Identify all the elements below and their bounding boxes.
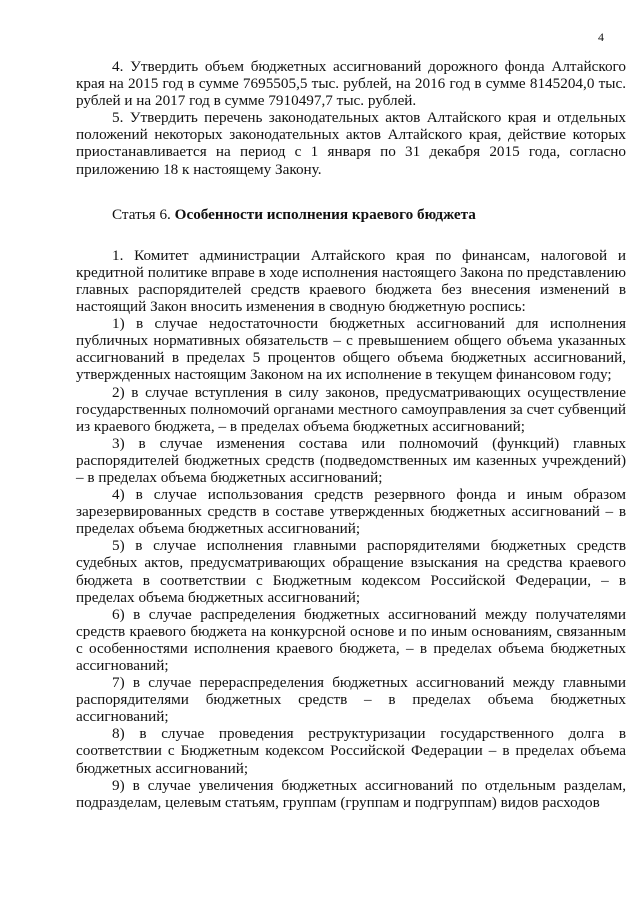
paragraph-4: 4. Утвердить объем бюджетных ассигнований дорожного фонда Алтайского края на 2015 год в сумме 7695505,5 тыс. рублей, на 2016 год в сумме 8145204,0 тыс. рублей и на 2017 год в сумме 7910497,7 тыс. рублей.: [76, 58, 626, 110]
subclause-4: 4) в случае использования средств резервного фонда и иным образом зарезервированных средств в составе утвержденных бюджетных ассигнований – в пределах объема бюджетных ассигнований;: [76, 486, 626, 538]
subclause-6: 6) в случае распределения бюджетных ассигнований между получателями средств краевого бюджета на конкурсной основе и по иным основаниям, связанным с особенностями исполнения краевого бюджета, – в пределах объема бюджетных ассигнований;: [76, 605, 626, 674]
article-prefix: Статья 6.: [112, 205, 171, 223]
subclause-1: 1) в случае недостаточности бюджетных ассигнований для исполнения публичных нормативных обязательств – с превышением общего объема указанных ассигнований в пределах 5 процентов общего объема бюджетных ассигнований, утвержденных настоящим Законом на их исполнение в текущем финансовом году;: [76, 315, 626, 384]
article-heading: [76, 206, 626, 223]
subclause-7: 7) в случае перераспределения бюджетных ассигнований между главными распорядителями бюджетных средств – в пределах объема бюджетных ассигнований;: [76, 674, 626, 726]
article-title: Особенности исполнения краевого бюджета: [174, 205, 476, 223]
subclause-5: 5) в случае исполнения главными распорядителями бюджетных средств судебных актов, предусматривающих обращение взыскания на средства краевого бюджета в соответствии с Бюджетным кодексом Российской Федерации, – в пределах объема бюджетных ассигнований;: [76, 537, 626, 606]
subclause-2: 2) в случае вступления в силу законов, предусматривающих осуществление государственных полномочий органами местного самоуправления за счет субвенций из краевого бюджета, – в пределах объема бюджетных ассигнований;: [76, 383, 626, 435]
page-number: 4: [598, 30, 604, 44]
subclause-3: 3) в случае изменения состава или полномочий (функций) главных распорядителей бюджетных средств (подведомственных им казенных учреждений) – в пределах объема бюджетных ассигнований;: [76, 434, 626, 486]
document-body: [76, 58, 626, 811]
subclause-9: 9) в случае увеличения бюджетных ассигнований по отдельным разделам, подразделам, целевым статьям, группам (группам и подгруппам) видов расходов: [76, 776, 626, 811]
clause-1: 1. Комитет администрации Алтайского края по финансам, налоговой и кредитной политике вправе в ходе исполнения настоящего Закона по представлению главных распорядителей средств краевого бюджета без внесения изменений в настоящий Закон вносить изменения в сводную бюджетную роспись:: [76, 246, 626, 316]
subclause-8: 8) в случае проведения реструктуризации государственного долга в соответствии с Бюджетным кодексом Российской Федерации – в пределах объема бюджетных ассигнований;: [76, 725, 626, 777]
paragraph-5: 5. Утвердить перечень законодательных актов Алтайского края и отдельных положений некоторых законодательных актов Алтайского края, действие которых приостанавливается на период с 1 января по 31 декабря 2015 года, согласно приложению 18 к настоящему Закону.: [76, 109, 626, 178]
